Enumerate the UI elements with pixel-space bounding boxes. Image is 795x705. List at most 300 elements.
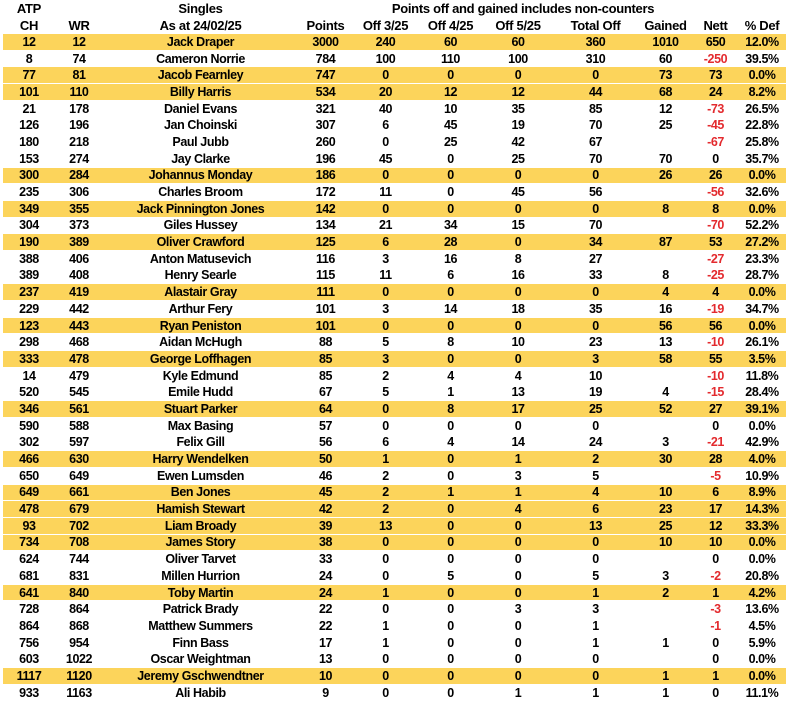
cell-off-4-25: 0	[418, 167, 483, 184]
cell-nett: 53	[693, 234, 738, 251]
cell-player-name: Jeremy Gschwendtner	[103, 668, 298, 685]
cell-gained: 1	[638, 668, 693, 685]
cell-points: 534	[298, 84, 353, 101]
cell-nett: -56	[693, 184, 738, 201]
cell-wr: 306	[55, 184, 103, 201]
table-row	[3, 684, 786, 701]
cell-pct-def: 0.0%	[738, 534, 786, 551]
cell-total-off: 0	[553, 668, 638, 685]
cell-off-3-25: 100	[353, 50, 418, 67]
cell-pct-def: 3.5%	[738, 351, 786, 368]
cell-points: 24	[298, 568, 353, 585]
cell-off-3-25: 0	[353, 67, 418, 84]
cell-nett: 55	[693, 351, 738, 368]
cell-pct-def: 13.6%	[738, 601, 786, 618]
cell-pct-def: 28.7%	[738, 267, 786, 284]
cell-nett: -70	[693, 217, 738, 234]
cell-player-name: Finn Bass	[103, 634, 298, 651]
cell-gained	[638, 134, 693, 151]
cell-points: 85	[298, 351, 353, 368]
cell-points: 50	[298, 451, 353, 468]
table-row	[3, 134, 786, 151]
cell-points: 24	[298, 584, 353, 601]
cell-off-4-25: 1	[418, 384, 483, 401]
cell-off-4-25: 110	[418, 50, 483, 67]
cell-gained: 56	[638, 317, 693, 334]
cell-off-5-25: 1	[483, 484, 553, 501]
cell-points: 3000	[298, 34, 353, 50]
cell-ch: 180	[3, 134, 55, 151]
table-row	[3, 234, 786, 251]
cell-ch: 864	[3, 618, 55, 635]
cell-player-name: Arthur Fery	[103, 301, 298, 318]
cell-wr: 1120	[55, 668, 103, 685]
cell-off-3-25: 6	[353, 234, 418, 251]
cell-gained: 8	[638, 200, 693, 217]
cell-off-3-25: 3	[353, 301, 418, 318]
cell-wr: 864	[55, 601, 103, 618]
table-row	[3, 267, 786, 284]
cell-off-3-25: 0	[353, 668, 418, 685]
cell-off-4-25: 0	[418, 668, 483, 685]
cell-off-4-25: 0	[418, 651, 483, 668]
cell-nett: 1	[693, 584, 738, 601]
cell-points: 67	[298, 384, 353, 401]
cell-nett: -250	[693, 50, 738, 67]
cell-off-4-25: 14	[418, 301, 483, 318]
table-row	[3, 651, 786, 668]
cell-gained	[638, 551, 693, 568]
cell-total-off: 70	[553, 117, 638, 134]
cell-total-off: 67	[553, 134, 638, 151]
cell-ch: 590	[3, 417, 55, 434]
cell-off-5-25: 10	[483, 334, 553, 351]
cell-total-off: 19	[553, 384, 638, 401]
cell-total-off: 0	[553, 200, 638, 217]
cell-off-4-25: 0	[418, 451, 483, 468]
table-row	[3, 668, 786, 685]
cell-ch: 153	[3, 150, 55, 167]
cell-nett: -5	[693, 467, 738, 484]
table-row	[3, 534, 786, 551]
cell-nett: 6	[693, 484, 738, 501]
cell-player-name: Oscar Weightman	[103, 651, 298, 668]
cell-off-3-25: 0	[353, 417, 418, 434]
cell-ch: 734	[3, 534, 55, 551]
cell-nett: 0	[693, 551, 738, 568]
cell-pct-def: 39.5%	[738, 50, 786, 67]
table-row	[3, 84, 786, 101]
cell-ch: 229	[3, 301, 55, 318]
table-row	[3, 568, 786, 585]
cell-off-3-25: 0	[353, 601, 418, 618]
header-note: Points off and gained includes non-counters	[391, 1, 655, 16]
cell-off-5-25: 0	[483, 634, 553, 651]
cell-wr: 588	[55, 417, 103, 434]
cell-off-3-25: 0	[353, 134, 418, 151]
cell-off-3-25: 0	[353, 401, 418, 418]
cell-off-3-25: 3	[353, 250, 418, 267]
cell-gained: 12	[638, 100, 693, 117]
cell-off-4-25: 0	[418, 467, 483, 484]
cell-off-5-25: 0	[483, 167, 553, 184]
cell-points: 134	[298, 217, 353, 234]
cell-points: 321	[298, 100, 353, 117]
cell-off-4-25: 5	[418, 568, 483, 585]
cell-pct-def: 28.4%	[738, 384, 786, 401]
cell-ch: 624	[3, 551, 55, 568]
cell-wr: 419	[55, 284, 103, 301]
cell-off-4-25: 0	[418, 534, 483, 551]
cell-ch: 237	[3, 284, 55, 301]
cell-off-3-25: 6	[353, 117, 418, 134]
cell-points: 13	[298, 651, 353, 668]
cell-off-4-25: 0	[418, 417, 483, 434]
table-row	[3, 184, 786, 201]
cell-total-off: 13	[553, 517, 638, 534]
cell-wr: 274	[55, 150, 103, 167]
cell-player-name: Johannus Monday	[103, 167, 298, 184]
cell-ch: 333	[3, 351, 55, 368]
cell-player-name: Paul Jubb	[103, 134, 298, 151]
cell-ch: 650	[3, 467, 55, 484]
cell-off-5-25: 4	[483, 367, 553, 384]
cell-off-3-25: 240	[353, 34, 418, 50]
cell-off-5-25: 45	[483, 184, 553, 201]
cell-ch: 649	[3, 484, 55, 501]
table-row	[3, 117, 786, 134]
cell-wr: 284	[55, 167, 103, 184]
cell-off-5-25: 13	[483, 384, 553, 401]
cell-off-3-25: 0	[353, 284, 418, 301]
cell-nett: 650	[693, 34, 738, 50]
cell-points: 260	[298, 134, 353, 151]
column-header-points: Points	[306, 18, 345, 33]
cell-pct-def: 26.1%	[738, 334, 786, 351]
cell-wr: 406	[55, 250, 103, 267]
cell-total-off: 4	[553, 484, 638, 501]
cell-off-4-25: 12	[418, 84, 483, 101]
table-row	[3, 334, 786, 351]
cell-off-4-25: 10	[418, 100, 483, 117]
column-header-nett: Nett	[703, 18, 728, 33]
header-atp: ATP	[16, 1, 42, 16]
cell-pct-def: 32.6%	[738, 184, 786, 201]
cell-nett: -25	[693, 267, 738, 284]
cell-gained: 26	[638, 167, 693, 184]
cell-off-3-25: 21	[353, 217, 418, 234]
cell-wr: 389	[55, 234, 103, 251]
cell-off-4-25: 25	[418, 134, 483, 151]
cell-gained: 4	[638, 284, 693, 301]
cell-points: 56	[298, 434, 353, 451]
cell-off-3-25: 0	[353, 651, 418, 668]
cell-player-name: James Story	[103, 534, 298, 551]
table-row	[3, 167, 786, 184]
table-row	[3, 584, 786, 601]
cell-gained	[638, 250, 693, 267]
cell-wr: 12	[55, 34, 103, 50]
header-columns-row	[3, 17, 786, 34]
table-row	[3, 384, 786, 401]
cell-player-name: Toby Martin	[103, 584, 298, 601]
cell-nett: -10	[693, 334, 738, 351]
cell-gained: 68	[638, 84, 693, 101]
cell-ch: 93	[3, 517, 55, 534]
cell-gained: 3	[638, 568, 693, 585]
cell-off-3-25: 11	[353, 267, 418, 284]
cell-player-name: Patrick Brady	[103, 601, 298, 618]
cell-off-4-25: 16	[418, 250, 483, 267]
cell-wr: 597	[55, 434, 103, 451]
cell-gained: 30	[638, 451, 693, 468]
cell-points: 22	[298, 618, 353, 635]
cell-player-name: Billy Harris	[103, 84, 298, 101]
table-row	[3, 517, 786, 534]
cell-player-name: Emile Hudd	[103, 384, 298, 401]
cell-off-3-25: 1	[353, 584, 418, 601]
cell-wr: 868	[55, 618, 103, 635]
cell-nett: -27	[693, 250, 738, 267]
cell-pct-def: 0.0%	[738, 167, 786, 184]
cell-player-name: Stuart Parker	[103, 401, 298, 418]
cell-total-off: 23	[553, 334, 638, 351]
cell-player-name: Millen Hurrion	[103, 568, 298, 585]
cell-off-5-25: 0	[483, 584, 553, 601]
cell-gained	[638, 601, 693, 618]
cell-pct-def: 0.0%	[738, 668, 786, 685]
cell-gained: 4	[638, 384, 693, 401]
cell-off-5-25: 12	[483, 84, 553, 101]
cell-player-name: Jack Draper	[103, 34, 298, 50]
cell-off-3-25: 0	[353, 551, 418, 568]
cell-off-5-25: 3	[483, 601, 553, 618]
cell-total-off: 33	[553, 267, 638, 284]
cell-gained: 70	[638, 150, 693, 167]
cell-wr: 840	[55, 584, 103, 601]
cell-total-off: 0	[553, 284, 638, 301]
cell-pct-def: 34.7%	[738, 301, 786, 318]
table-row	[3, 50, 786, 67]
cell-player-name: Anton Matusevich	[103, 250, 298, 267]
cell-pct-def: 4.2%	[738, 584, 786, 601]
table-row	[3, 250, 786, 267]
cell-wr: 708	[55, 534, 103, 551]
cell-off-4-25: 0	[418, 150, 483, 167]
cell-points: 186	[298, 167, 353, 184]
cell-ch: 12	[3, 34, 55, 50]
cell-total-off: 5	[553, 467, 638, 484]
cell-off-4-25: 4	[418, 434, 483, 451]
cell-player-name: Ali Habib	[103, 684, 298, 701]
cell-player-name: Oliver Tarvet	[103, 551, 298, 568]
cell-off-5-25: 0	[483, 568, 553, 585]
cell-off-5-25: 0	[483, 284, 553, 301]
cell-off-3-25: 13	[353, 517, 418, 534]
table-row	[3, 217, 786, 234]
cell-off-5-25: 3	[483, 467, 553, 484]
cell-off-4-25: 0	[418, 351, 483, 368]
cell-off-3-25: 11	[353, 184, 418, 201]
table-row	[3, 317, 786, 334]
cell-pct-def: 0.0%	[738, 417, 786, 434]
cell-total-off: 10	[553, 367, 638, 384]
cell-pct-def: 10.9%	[738, 467, 786, 484]
cell-off-4-25: 0	[418, 634, 483, 651]
cell-player-name: George Loffhagen	[103, 351, 298, 368]
cell-off-4-25: 0	[418, 184, 483, 201]
cell-wr: 442	[55, 301, 103, 318]
table-row	[3, 401, 786, 418]
table-row	[3, 351, 786, 368]
cell-nett: 56	[693, 317, 738, 334]
cell-player-name: Jan Choinski	[103, 117, 298, 134]
cell-ch: 388	[3, 250, 55, 267]
cell-pct-def: 27.2%	[738, 234, 786, 251]
cell-off-5-25: 25	[483, 150, 553, 167]
table-row	[3, 150, 786, 167]
column-header-off-3-25: Off 3/25	[362, 18, 409, 33]
cell-wr: 1022	[55, 651, 103, 668]
cell-off-4-25: 1	[418, 484, 483, 501]
cell-total-off: 1	[553, 584, 638, 601]
cell-ch: 933	[3, 684, 55, 701]
cell-off-4-25: 0	[418, 517, 483, 534]
cell-player-name: Kyle Edmund	[103, 367, 298, 384]
cell-wr: 443	[55, 317, 103, 334]
cell-gained: 52	[638, 401, 693, 418]
cell-points: 307	[298, 117, 353, 134]
cell-off-5-25: 0	[483, 351, 553, 368]
cell-nett: 26	[693, 167, 738, 184]
cell-total-off: 3	[553, 351, 638, 368]
header-spacer-2	[298, 0, 353, 17]
cell-gained: 10	[638, 484, 693, 501]
table-row	[3, 501, 786, 518]
cell-gained: 13	[638, 334, 693, 351]
cell-player-name: Liam Broady	[103, 517, 298, 534]
cell-off-5-25: 100	[483, 50, 553, 67]
cell-player-name: Charles Broom	[103, 184, 298, 201]
cell-ch: 349	[3, 200, 55, 217]
cell-nett: 17	[693, 501, 738, 518]
cell-off-5-25: 0	[483, 317, 553, 334]
cell-off-5-25: 1	[483, 451, 553, 468]
cell-off-3-25: 40	[353, 100, 418, 117]
cell-ch: 466	[3, 451, 55, 468]
cell-off-5-25: 0	[483, 517, 553, 534]
cell-nett: 73	[693, 67, 738, 84]
cell-ch: 346	[3, 401, 55, 418]
table-row	[3, 417, 786, 434]
cell-nett: 8	[693, 200, 738, 217]
cell-pct-def: 35.7%	[738, 150, 786, 167]
cell-wr: 74	[55, 50, 103, 67]
table-row	[3, 451, 786, 468]
cell-off-5-25: 0	[483, 200, 553, 217]
cell-ch: 520	[3, 384, 55, 401]
cell-points: 10	[298, 668, 353, 685]
cell-off-5-25: 4	[483, 501, 553, 518]
cell-off-4-25: 28	[418, 234, 483, 251]
cell-wr: 702	[55, 517, 103, 534]
cell-off-5-25: 0	[483, 234, 553, 251]
cell-player-name: Henry Searle	[103, 267, 298, 284]
cell-pct-def: 33.3%	[738, 517, 786, 534]
cell-nett: 0	[693, 150, 738, 167]
cell-wr: 561	[55, 401, 103, 418]
cell-off-3-25: 2	[353, 484, 418, 501]
cell-off-5-25: 0	[483, 67, 553, 84]
cell-total-off: 1	[553, 634, 638, 651]
cell-player-name: Alastair Gray	[103, 284, 298, 301]
cell-off-5-25: 8	[483, 250, 553, 267]
cell-ch: 77	[3, 67, 55, 84]
cell-nett: -67	[693, 134, 738, 151]
cell-gained	[638, 618, 693, 635]
cell-wr: 545	[55, 384, 103, 401]
cell-off-5-25: 15	[483, 217, 553, 234]
cell-ch: 641	[3, 584, 55, 601]
cell-player-name: Giles Hussey	[103, 217, 298, 234]
cell-off-4-25: 0	[418, 200, 483, 217]
cell-total-off: 0	[553, 417, 638, 434]
cell-points: 57	[298, 417, 353, 434]
cell-wr: 468	[55, 334, 103, 351]
cell-wr: 661	[55, 484, 103, 501]
cell-total-off: 56	[553, 184, 638, 201]
cell-off-3-25: 0	[353, 167, 418, 184]
cell-player-name: Jacob Fearnley	[103, 67, 298, 84]
cell-nett: 0	[693, 634, 738, 651]
cell-off-3-25: 5	[353, 334, 418, 351]
table-row	[3, 601, 786, 618]
cell-total-off: 3	[553, 601, 638, 618]
cell-total-off: 0	[553, 534, 638, 551]
cell-wr: 478	[55, 351, 103, 368]
cell-total-off: 44	[553, 84, 638, 101]
cell-total-off: 1	[553, 684, 638, 701]
cell-ch: 8	[3, 50, 55, 67]
cell-total-off: 25	[553, 401, 638, 418]
cell-off-3-25: 1	[353, 618, 418, 635]
cell-wr: 679	[55, 501, 103, 518]
cell-off-4-25: 0	[418, 551, 483, 568]
table-row	[3, 634, 786, 651]
cell-nett: 0	[693, 684, 738, 701]
cell-nett: 27	[693, 401, 738, 418]
cell-pct-def: 26.5%	[738, 100, 786, 117]
cell-gained	[638, 467, 693, 484]
cell-wr: 218	[55, 134, 103, 151]
table-row	[3, 467, 786, 484]
cell-wr: 408	[55, 267, 103, 284]
cell-off-3-25: 0	[353, 534, 418, 551]
cell-wr: 81	[55, 67, 103, 84]
cell-off-5-25: 14	[483, 434, 553, 451]
cell-pct-def: 4.5%	[738, 618, 786, 635]
cell-off-4-25: 0	[418, 317, 483, 334]
header-spacer-1	[55, 0, 103, 17]
cell-pct-def: 8.9%	[738, 484, 786, 501]
cell-ch: 681	[3, 568, 55, 585]
table-body	[3, 34, 786, 701]
cell-ch: 298	[3, 334, 55, 351]
cell-points: 46	[298, 467, 353, 484]
cell-off-4-25: 6	[418, 267, 483, 284]
cell-gained: 87	[638, 234, 693, 251]
column-header-pct-def: % Def	[744, 18, 780, 33]
